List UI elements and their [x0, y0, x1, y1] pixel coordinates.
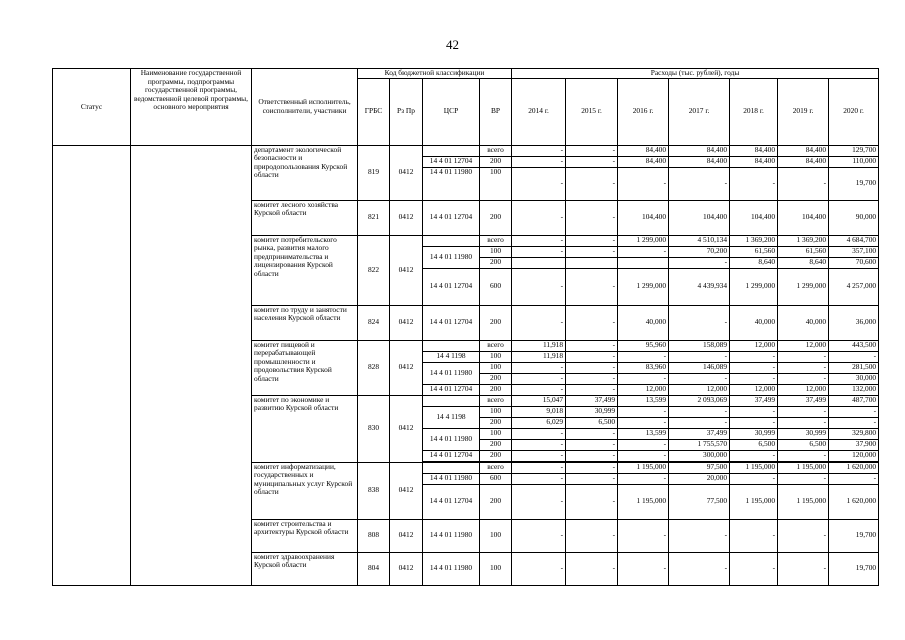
table-row	[53, 145, 879, 156]
value-cell: 1 369,200	[730, 235, 778, 246]
value-cell: 281,500	[829, 362, 879, 373]
value-cell: 15,047	[512, 395, 566, 406]
value-cell: -	[730, 373, 778, 384]
grbs-cell: 838	[358, 462, 390, 519]
vr-cell: 200	[480, 439, 512, 450]
csr-cell	[423, 395, 480, 406]
vr-cell: 200	[480, 373, 512, 384]
value-cell: 19,700	[829, 519, 879, 552]
header-grbs: ГРБС	[358, 78, 390, 145]
value-cell: -	[829, 406, 879, 417]
value-cell: 84,400	[730, 156, 778, 167]
csr-cell: 14 4 01 11980	[423, 473, 480, 484]
value-cell: 61,560	[730, 246, 778, 257]
value-cell: 6,029	[512, 417, 566, 428]
grbs-cell: 822	[358, 235, 390, 305]
csr-cell	[423, 462, 480, 473]
csr-cell: 14 4 01 12704	[423, 156, 480, 167]
vr-cell: 100	[480, 519, 512, 552]
value-cell: 1 195,000	[778, 462, 829, 473]
grbs-cell: 819	[358, 145, 390, 200]
value-cell: -	[512, 362, 566, 373]
csr-cell: 14 4 1198	[423, 406, 480, 428]
value-cell: -	[512, 439, 566, 450]
value-cell: -	[566, 462, 618, 473]
value-cell: 120,000	[829, 450, 879, 461]
csr-cell: 14 4 01 12704	[423, 200, 480, 235]
value-cell: -	[618, 167, 669, 200]
value-cell: -	[730, 519, 778, 552]
value-cell: 487,700	[829, 395, 879, 406]
csr-cell: 14 4 01 12704	[423, 484, 480, 519]
vr-cell: 200	[480, 156, 512, 167]
value-cell: -	[512, 373, 566, 384]
value-cell: -	[566, 246, 618, 257]
value-cell: -	[618, 417, 669, 428]
value-cell: 37,499	[778, 395, 829, 406]
header-program-name: Наименование государственной программы, подпрограммы государственной программы, ведомственной целевой программы, основного мероприятия	[131, 69, 252, 146]
vr-cell: всего	[480, 145, 512, 156]
header-status: Статус	[53, 69, 131, 146]
value-cell: 11,918	[512, 340, 566, 351]
value-cell: 158,089	[669, 340, 730, 351]
header-year-2017: 2017 г.	[669, 78, 730, 145]
value-cell: 9,018	[512, 406, 566, 417]
value-cell: -	[669, 257, 730, 268]
value-cell: 97,500	[669, 462, 730, 473]
value-cell: 83,960	[618, 362, 669, 373]
csr-cell: 14 4 1198	[423, 351, 480, 362]
value-cell: 12,000	[778, 340, 829, 351]
value-cell: 357,100	[829, 246, 879, 257]
executor-822: комитет потребительского рынка, развития малого предпринимательства и лицензирования Курской области	[252, 235, 358, 305]
vr-cell: 200	[480, 257, 512, 268]
value-cell: 30,000	[829, 373, 879, 384]
value-cell: 104,400	[778, 200, 829, 235]
value-cell: 12,000	[618, 384, 669, 395]
vr-cell: 100	[480, 428, 512, 439]
page-number: 42	[446, 37, 459, 52]
value-cell	[618, 257, 669, 268]
header-vr: ВР	[480, 78, 512, 145]
value-cell: 8,640	[778, 257, 829, 268]
value-cell: 1 620,000	[829, 484, 879, 519]
value-cell: 300,000	[669, 450, 730, 461]
value-cell: 84,400	[669, 156, 730, 167]
value-cell: 13,599	[618, 395, 669, 406]
value-cell: -	[512, 305, 566, 340]
value-cell: -	[512, 384, 566, 395]
rzpr-cell: 0412	[390, 305, 423, 340]
value-cell: 132,000	[829, 384, 879, 395]
executor-830: комитет по экономике и развитию Курской области	[252, 395, 358, 462]
value-cell: 70,200	[669, 246, 730, 257]
value-cell: -	[730, 473, 778, 484]
value-cell: 12,000	[669, 384, 730, 395]
vr-cell: 200	[480, 200, 512, 235]
executor-828: комитет пищевой и перерабатывающей промышленности и продовольствия Курской области	[252, 340, 358, 395]
value-cell: 1 299,000	[730, 268, 778, 305]
csr-cell: 14 4 01 11980	[423, 428, 480, 450]
vr-cell: всего	[480, 395, 512, 406]
vr-cell: 600	[480, 268, 512, 305]
value-cell: -	[618, 406, 669, 417]
value-cell: -	[566, 351, 618, 362]
value-cell: 146,089	[669, 362, 730, 373]
value-cell: -	[778, 417, 829, 428]
value-cell: 30,999	[730, 428, 778, 439]
csr-cell: 14 4 01 12704	[423, 384, 480, 395]
value-cell: -	[512, 473, 566, 484]
csr-cell: 14 4 01 11980	[423, 519, 480, 552]
value-cell: 36,000	[829, 305, 879, 340]
value-cell: 1 620,000	[829, 462, 879, 473]
csr-cell: 14 4 01 11980	[423, 362, 480, 384]
header-budget-code: Код бюджетной классификации	[358, 69, 512, 79]
vr-cell: 200	[480, 384, 512, 395]
csr-cell: 14 4 01 11980	[423, 246, 480, 268]
value-cell: -	[512, 145, 566, 156]
status-cell	[53, 145, 131, 585]
value-cell: -	[566, 362, 618, 373]
value-cell: 329,800	[829, 428, 879, 439]
value-cell: -	[778, 519, 829, 552]
rzpr-cell: 0412	[390, 200, 423, 235]
vr-cell: 200	[480, 450, 512, 461]
value-cell: 19,700	[829, 167, 879, 200]
value-cell: -	[566, 167, 618, 200]
value-cell: 61,560	[778, 246, 829, 257]
value-cell: -	[778, 552, 829, 585]
csr-cell: 14 4 01 11980	[423, 167, 480, 200]
value-cell: 95,960	[618, 340, 669, 351]
value-cell: -	[669, 351, 730, 362]
value-cell: 37,499	[669, 428, 730, 439]
value-cell: -	[669, 167, 730, 200]
value-cell: 1 195,000	[730, 462, 778, 473]
value-cell: -	[512, 268, 566, 305]
header-rzpr: Рз Пр	[390, 78, 423, 145]
expenses-table	[52, 68, 879, 586]
vr-cell: 100	[480, 362, 512, 373]
value-cell: 1 369,200	[778, 235, 829, 246]
csr-cell	[423, 145, 480, 156]
value-cell	[566, 257, 618, 268]
value-cell: 104,400	[669, 200, 730, 235]
vr-cell: 100	[480, 351, 512, 362]
value-cell: 11,918	[512, 351, 566, 362]
value-cell: -	[566, 439, 618, 450]
value-cell: -	[566, 340, 618, 351]
value-cell: 84,400	[618, 145, 669, 156]
value-cell: 8,640	[730, 257, 778, 268]
value-cell: -	[566, 373, 618, 384]
value-cell: -	[566, 473, 618, 484]
rzpr-cell: 0412	[390, 395, 423, 462]
value-cell: -	[566, 145, 618, 156]
header-year-2018: 2018 г.	[730, 78, 778, 145]
vr-cell: 100	[480, 406, 512, 417]
value-cell: -	[512, 552, 566, 585]
value-cell: 110,000	[829, 156, 879, 167]
value-cell: -	[669, 373, 730, 384]
value-cell: -	[618, 246, 669, 257]
value-cell: -	[730, 417, 778, 428]
vr-cell: 600	[480, 473, 512, 484]
value-cell	[512, 257, 566, 268]
value-cell: 40,000	[778, 305, 829, 340]
header-year-2014: 2014 г.	[512, 78, 566, 145]
value-cell: -	[730, 362, 778, 373]
value-cell: 2 093,069	[669, 395, 730, 406]
value-cell: -	[512, 519, 566, 552]
executor-808: комитет строительства и архитектуры Курской области	[252, 519, 358, 552]
value-cell: -	[778, 473, 829, 484]
vr-cell: 100	[480, 167, 512, 200]
vr-cell: 100	[480, 246, 512, 257]
value-cell: 104,400	[730, 200, 778, 235]
value-cell: -	[618, 439, 669, 450]
value-cell: -	[512, 246, 566, 257]
value-cell: -	[730, 167, 778, 200]
value-cell: -	[618, 519, 669, 552]
value-cell: -	[669, 305, 730, 340]
value-cell: -	[566, 156, 618, 167]
header-row	[53, 69, 879, 79]
value-cell: 1 299,000	[618, 268, 669, 305]
vr-cell: 200	[480, 484, 512, 519]
grbs-cell: 828	[358, 340, 390, 395]
value-cell: -	[566, 450, 618, 461]
rzpr-cell: 0412	[390, 519, 423, 552]
value-cell: -	[618, 473, 669, 484]
value-cell: -	[618, 373, 669, 384]
value-cell: 40,000	[730, 305, 778, 340]
value-cell: -	[566, 305, 618, 340]
value-cell: -	[512, 167, 566, 200]
value-cell: -	[730, 552, 778, 585]
value-cell: 4 510,134	[669, 235, 730, 246]
grbs-cell: 804	[358, 552, 390, 585]
value-cell: -	[778, 167, 829, 200]
value-cell: 12,000	[730, 340, 778, 351]
value-cell: 6,500	[778, 439, 829, 450]
value-cell: 104,400	[618, 200, 669, 235]
value-cell: -	[618, 552, 669, 585]
rzpr-cell: 0412	[390, 340, 423, 395]
value-cell: -	[512, 156, 566, 167]
value-cell: -	[512, 450, 566, 461]
value-cell: -	[618, 450, 669, 461]
executor-804: комитет здравоохранения Курской области	[252, 552, 358, 585]
value-cell: -	[512, 235, 566, 246]
value-cell: 4 439,934	[669, 268, 730, 305]
value-cell: -	[829, 351, 879, 362]
value-cell: 1 195,000	[778, 484, 829, 519]
value-cell: -	[669, 417, 730, 428]
value-cell: 1 299,000	[618, 235, 669, 246]
value-cell: 30,999	[566, 406, 618, 417]
grbs-cell: 808	[358, 519, 390, 552]
value-cell: -	[730, 406, 778, 417]
value-cell: -	[512, 428, 566, 439]
value-cell: 19,700	[829, 552, 879, 585]
grbs-cell: 824	[358, 305, 390, 340]
value-cell: 6,500	[730, 439, 778, 450]
value-cell: -	[829, 473, 879, 484]
executor-824: комитет по труду и занятости населения Курской области	[252, 305, 358, 340]
executor-838: комитет информатизации, государственных и муниципальных услуг Курской области	[252, 462, 358, 519]
value-cell: 37,499	[730, 395, 778, 406]
value-cell: -	[618, 351, 669, 362]
value-cell: 129,700	[829, 145, 879, 156]
grbs-cell: 830	[358, 395, 390, 462]
value-cell: -	[566, 235, 618, 246]
csr-cell: 14 4 01 11980	[423, 552, 480, 585]
value-cell: 1 195,000	[618, 462, 669, 473]
value-cell: 1 755,570	[669, 439, 730, 450]
value-cell: 4 684,700	[829, 235, 879, 246]
grbs-cell: 821	[358, 200, 390, 235]
value-cell: -	[669, 552, 730, 585]
value-cell: -	[566, 552, 618, 585]
value-cell: -	[669, 519, 730, 552]
value-cell: 30,999	[778, 428, 829, 439]
csr-cell	[423, 235, 480, 246]
program-name-cell	[131, 145, 252, 585]
value-cell: -	[566, 484, 618, 519]
value-cell: 37,499	[566, 395, 618, 406]
value-cell: -	[829, 417, 879, 428]
header-year-2020: 2020 г.	[829, 78, 879, 145]
value-cell: -	[778, 351, 829, 362]
csr-cell: 14 4 01 12704	[423, 305, 480, 340]
rzpr-cell: 0412	[390, 552, 423, 585]
vr-cell: всего	[480, 462, 512, 473]
rzpr-cell: 0412	[390, 462, 423, 519]
value-cell: -	[512, 200, 566, 235]
csr-cell: 14 4 01 12704	[423, 450, 480, 461]
value-cell: 84,400	[778, 156, 829, 167]
header-year-2016: 2016 г.	[618, 78, 669, 145]
rzpr-cell: 0412	[390, 145, 423, 200]
value-cell: -	[566, 519, 618, 552]
value-cell: 77,500	[669, 484, 730, 519]
value-cell: -	[566, 268, 618, 305]
vr-cell: всего	[480, 340, 512, 351]
csr-cell	[423, 340, 480, 351]
header-year-2019: 2019 г.	[778, 78, 829, 145]
value-cell: 13,599	[618, 428, 669, 439]
value-cell: 84,400	[669, 145, 730, 156]
value-cell: -	[669, 406, 730, 417]
value-cell: 1 195,000	[730, 484, 778, 519]
value-cell: 6,500	[566, 417, 618, 428]
value-cell: 20,000	[669, 473, 730, 484]
value-cell: 12,000	[730, 384, 778, 395]
value-cell: -	[566, 384, 618, 395]
vr-cell: 200	[480, 305, 512, 340]
value-cell: 90,000	[829, 200, 879, 235]
value-cell: 1 195,000	[618, 484, 669, 519]
value-cell: 84,400	[730, 145, 778, 156]
executor-819: департамент экологической безопасности и природопользования Курской области	[252, 145, 358, 200]
header-executor: Ответственный исполнитель, соисполнители, участники	[252, 69, 358, 146]
value-cell: 40,000	[618, 305, 669, 340]
vr-cell: всего	[480, 235, 512, 246]
header-csr: ЦСР	[423, 78, 480, 145]
value-cell: 70,600	[829, 257, 879, 268]
value-cell: -	[730, 351, 778, 362]
value-cell: 443,500	[829, 340, 879, 351]
value-cell: -	[778, 450, 829, 461]
header-expenses: Расходы (тыс. рублей), годы	[512, 69, 879, 79]
value-cell: 1 299,000	[778, 268, 829, 305]
value-cell: -	[778, 373, 829, 384]
value-cell: 84,400	[778, 145, 829, 156]
value-cell: 37,900	[829, 439, 879, 450]
vr-cell: 200	[480, 417, 512, 428]
rzpr-cell: 0412	[390, 235, 423, 305]
value-cell: -	[566, 428, 618, 439]
value-cell: -	[730, 450, 778, 461]
header-year-2015: 2015 г.	[566, 78, 618, 145]
value-cell: -	[512, 462, 566, 473]
executor-821: комитет лесного хозяйства Курской области	[252, 200, 358, 235]
value-cell: 84,400	[618, 156, 669, 167]
value-cell: -	[778, 406, 829, 417]
vr-cell: 100	[480, 552, 512, 585]
value-cell: -	[566, 200, 618, 235]
csr-cell: 14 4 01 12704	[423, 268, 480, 305]
value-cell: 12,000	[778, 384, 829, 395]
value-cell: -	[512, 484, 566, 519]
value-cell: -	[778, 362, 829, 373]
value-cell: 4 257,000	[829, 268, 879, 305]
